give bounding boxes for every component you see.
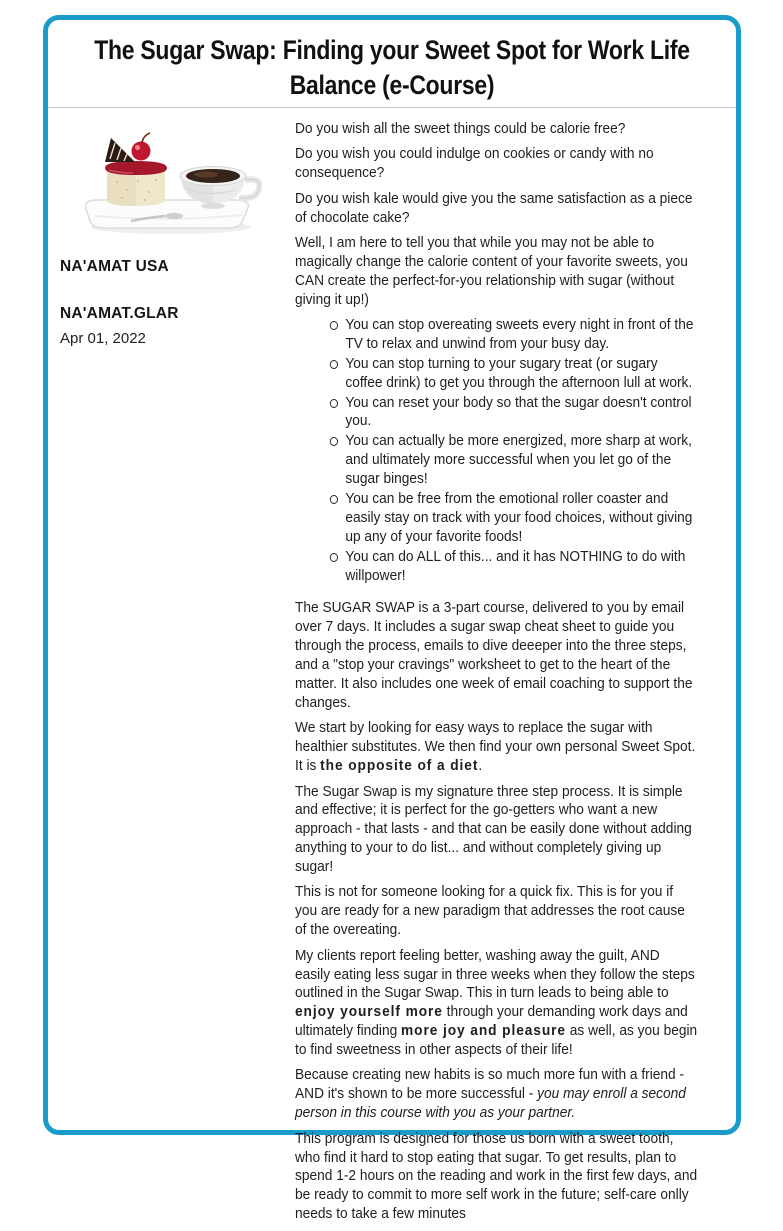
paragraph bbox=[295, 719, 699, 776]
bullet-list bbox=[295, 316, 699, 585]
post-date: Apr 01, 2022 bbox=[60, 330, 146, 347]
text-segment: Do you wish all the sweet things could be calorie free? bbox=[295, 120, 626, 137]
article-body bbox=[295, 120, 699, 1231]
text-segment: enjoy yourself more bbox=[295, 1003, 443, 1021]
text-segment: the opposite of a diet bbox=[320, 757, 479, 775]
bullet-item: You can do ALL of this... and it has NOTHING to do with willpower! bbox=[345, 548, 698, 586]
org-name: NA'AMAT USA bbox=[60, 258, 169, 275]
paragraph bbox=[295, 883, 699, 940]
text-segment: . bbox=[478, 757, 483, 775]
text-segment: This is not for someone looking for a quick fix. This is for you if you are ready for a new paradigm that addresses the root cause of the overeating. bbox=[295, 883, 685, 939]
spoon-shape bbox=[165, 213, 183, 219]
text-segment: The Sugar Swap is my signature three step process. It is simple and effective; it is perfect for the go-getters who want a new approach - that lasts - and that can be easily done without adding anything to your to do list... and without completely giving up sugar! bbox=[295, 782, 692, 876]
channel-name: NA'AMAT.GLAR bbox=[60, 305, 179, 322]
text-segment: Well, I am here to tell you that while you may not be able to magically change the calorie content of your favorite sweets, you CAN create the perfect-for-you relationship with sugar (without giving it up!) bbox=[295, 233, 688, 308]
cake-and-coffee-photo bbox=[75, 126, 265, 238]
paragraph bbox=[295, 234, 699, 310]
paragraph bbox=[295, 599, 699, 712]
text-segment: My clients report feeling better, washing away the guilt, AND easily eating less sugar in three weeks when they follow the steps outlined in the Sugar Swap. This in turn leads to being able to bbox=[295, 946, 695, 1002]
text-segment: This program is designed for those us born with a sweet tooth, who find it hard to stop eating that sugar. To get results, plan to spend 1-2 hours on the reading and work in the first few days, and be ready to commit to more self work in the future; self-care onlly needs to take a few minutes bbox=[295, 1129, 698, 1223]
bullet-item: You can be free from the emotional roller coaster and easily stay on track with your food choices, without giving up any of your favorite foods! bbox=[345, 490, 698, 547]
paragraph bbox=[295, 190, 699, 228]
bullet-item: You can reset your body so that the sugar doesn't control you. bbox=[345, 394, 698, 432]
glaze-shape bbox=[105, 161, 167, 175]
bullet-item: You can stop overeating sweets every night in front of the TV to relax and unwind from your busy day. bbox=[345, 316, 698, 354]
page-title: The Sugar Swap: Finding your Sweet Spot for Work Life Balance (e-Course) bbox=[94, 35, 690, 101]
bullet-item: You can actually be more energized, more sharp at work, and ultimately more successful when you let go of the sugar binges! bbox=[345, 432, 698, 489]
text-segment: as well, as you begin to find sweetness in other aspects of their life! bbox=[295, 1022, 698, 1059]
sidebar bbox=[60, 120, 295, 1231]
page-frame bbox=[43, 15, 741, 1223]
paragraph bbox=[295, 1066, 699, 1123]
title-block bbox=[48, 20, 736, 107]
plate-shape bbox=[85, 200, 248, 228]
paragraph bbox=[295, 783, 699, 877]
paragraph bbox=[295, 145, 699, 183]
cherry-shape bbox=[132, 142, 151, 161]
text-segment: Because creating new habits is so much more fun with a friend - AND it's shown to be more successful - bbox=[295, 1066, 685, 1103]
bullet-item: You can stop turning to your sugary treat (or sugary coffee drink) to get you through the afternoon lull at work. bbox=[345, 355, 698, 393]
text-segment: you may enroll a second person in this course with you as your partner. bbox=[295, 1085, 686, 1122]
text-segment: Do you wish kale would give you the same satisfaction as a piece of chocolate cake? bbox=[295, 189, 693, 226]
paragraph bbox=[295, 947, 699, 1060]
text-segment: through your demanding work days and ultimately finding bbox=[295, 1003, 688, 1040]
text-segment: We start by looking for easy ways to replace the sugar with healthier substitutes. We then find your own personal Sweet Spot. It is bbox=[295, 719, 696, 775]
text-segment: The SUGAR SWAP is a 3-part course, delivered to you by email over 7 days. It includes a sugar swap cheat sheet to guide you through the process, emails to dive deeeper into the three steps, and a "stop your cravings" worksheet to get to the heart of the matter. It also includes one week of email coaching to support the changes. bbox=[295, 599, 693, 711]
content-area bbox=[48, 108, 736, 1231]
text-segment: Do you wish you could indulge on cookies or candy with no consequence? bbox=[295, 145, 654, 182]
paragraph bbox=[295, 1130, 699, 1224]
paragraph bbox=[295, 120, 699, 139]
text-segment: more joy and pleasure bbox=[401, 1022, 566, 1040]
